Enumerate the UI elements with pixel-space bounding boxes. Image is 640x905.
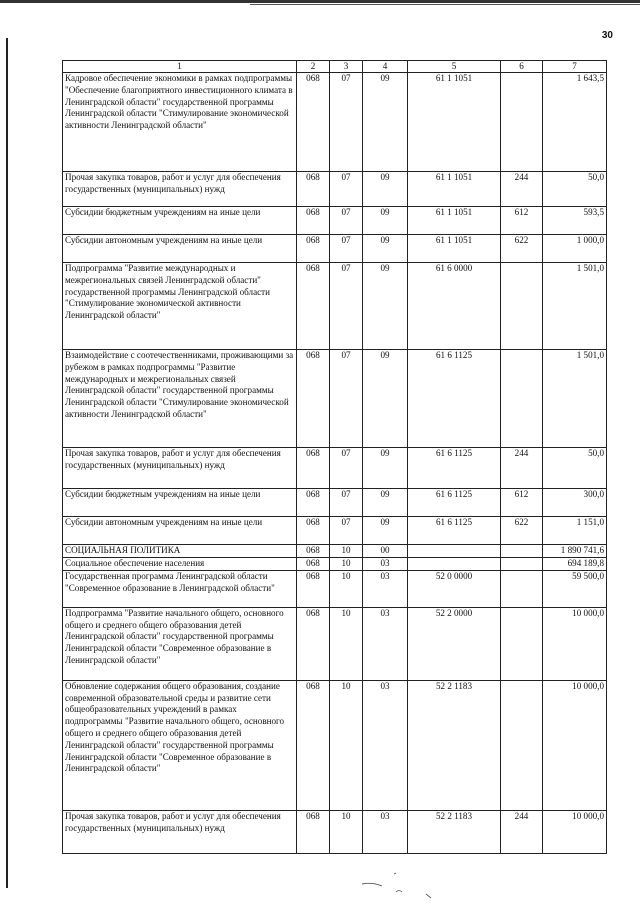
column-header: 4 <box>363 61 408 73</box>
handwritten-mark <box>360 870 450 900</box>
column-header: 7 <box>543 61 607 73</box>
section-code-cell: 07 <box>330 350 363 448</box>
ministry-code-cell: 068 <box>297 448 330 489</box>
column-header: 5 <box>408 61 501 73</box>
subsection-code-cell: 09 <box>363 207 408 235</box>
expense-type-cell <box>501 680 543 810</box>
expense-type-cell <box>501 545 543 558</box>
subsection-code-cell: 03 <box>363 680 408 810</box>
section-code-cell: 07 <box>330 263 363 350</box>
subsection-code-cell: 09 <box>363 172 408 207</box>
amount-cell: 1 890 741,6 <box>543 545 607 558</box>
left-scan-edge <box>6 38 8 888</box>
column-header: 6 <box>501 61 543 73</box>
amount-cell: 1 501,0 <box>543 350 607 448</box>
amount-cell: 1 643,5 <box>543 73 607 172</box>
column-header: 3 <box>330 61 363 73</box>
amount-cell: 10 000,0 <box>543 607 607 680</box>
amount-cell: 10 000,0 <box>543 810 607 853</box>
amount-cell: 1 151,0 <box>543 517 607 545</box>
amount-cell: 59 500,0 <box>543 570 607 607</box>
ministry-code-cell: 068 <box>297 570 330 607</box>
row-name-cell: Субсидии бюджетным учреждениям на иные цели <box>63 207 297 235</box>
ministry-code-cell: 068 <box>297 517 330 545</box>
row-name-cell: Социальное обеспечение населения <box>63 558 297 571</box>
table-row <box>63 207 607 235</box>
amount-cell: 593,5 <box>543 207 607 235</box>
row-name-cell: Прочая закупка товаров, работ и услуг для обеспечения государственных (муниципальных) нужд <box>63 810 297 853</box>
table-row <box>63 489 607 517</box>
subsection-code-cell: 09 <box>363 235 408 263</box>
target-article-cell: 52 0 0000 <box>408 570 501 607</box>
expense-type-cell <box>501 263 543 350</box>
row-name-cell: Субсидии автономным учреждениям на иные цели <box>63 235 297 263</box>
ministry-code-cell: 068 <box>297 607 330 680</box>
target-article-cell <box>408 545 501 558</box>
ministry-code-cell: 068 <box>297 172 330 207</box>
column-header: 2 <box>297 61 330 73</box>
page-number: 30 <box>601 30 613 41</box>
ministry-code-cell: 068 <box>297 558 330 571</box>
target-article-cell: 61 6 1125 <box>408 489 501 517</box>
table-row <box>63 235 607 263</box>
row-name-cell: Прочая закупка товаров, работ и услуг для обеспечения государственных (муниципальных) нужд <box>63 448 297 489</box>
top-border-line-thin <box>250 4 640 5</box>
table-row <box>63 570 607 607</box>
row-name-cell: Подпрограмма "Развитие начального общего, основного общего и среднего общего образования детей Ленинградской области" государственной программы Ленинградской области "Современное образование в Ленинградской области" <box>63 607 297 680</box>
subsection-code-cell: 00 <box>363 545 408 558</box>
subsection-code-cell: 09 <box>363 263 408 350</box>
ministry-code-cell: 068 <box>297 263 330 350</box>
target-article-cell: 52 2 0000 <box>408 607 501 680</box>
row-name-cell: Кадровое обеспечение экономики в рамках подпрограммы "Обеспечение благоприятного инвестиционного климата в Ленинградской области" государственной программы Ленинградской области "Стимулирование экономической активности Ленинградской области" <box>63 73 297 172</box>
target-article-cell: 61 1 1051 <box>408 73 501 172</box>
amount-cell: 694 189,8 <box>543 558 607 571</box>
section-code-cell: 07 <box>330 207 363 235</box>
section-code-cell: 07 <box>330 172 363 207</box>
target-article-cell: 61 1 1051 <box>408 235 501 263</box>
table-row <box>63 448 607 489</box>
subsection-code-cell: 03 <box>363 558 408 571</box>
row-name-cell: СОЦИАЛЬНАЯ ПОЛИТИКА <box>63 545 297 558</box>
row-name-cell: Взаимодействие с соотечественниками, проживающими за рубежом в рамках подпрограммы "Развитие международных и межрегиональных связей Ленинградской области" государственной программы Ленинградской области "Стимулирование экономической активности Ленинградской области" <box>63 350 297 448</box>
ministry-code-cell: 068 <box>297 810 330 853</box>
expense-type-cell <box>501 73 543 172</box>
expense-type-cell <box>501 558 543 571</box>
ministry-code-cell: 068 <box>297 350 330 448</box>
ministry-code-cell: 068 <box>297 545 330 558</box>
ministry-code-cell: 068 <box>297 235 330 263</box>
table-row <box>63 810 607 853</box>
expense-type-cell: 244 <box>501 810 543 853</box>
row-name-cell: Государственная программа Ленинградской области "Современное образование в Ленинградской области" <box>63 570 297 607</box>
section-code-cell: 10 <box>330 545 363 558</box>
subsection-code-cell: 03 <box>363 607 408 680</box>
section-code-cell: 10 <box>330 607 363 680</box>
subsection-code-cell: 09 <box>363 489 408 517</box>
amount-cell: 1 000,0 <box>543 235 607 263</box>
subsection-code-cell: 03 <box>363 570 408 607</box>
target-article-cell: 61 1 1051 <box>408 207 501 235</box>
ministry-code-cell: 068 <box>297 680 330 810</box>
table-row <box>63 607 607 680</box>
top-border-line <box>0 0 640 3</box>
expense-type-cell: 622 <box>501 517 543 545</box>
subsection-code-cell: 09 <box>363 73 408 172</box>
table-row <box>63 545 607 558</box>
budget-table <box>62 60 607 854</box>
subsection-code-cell: 09 <box>363 350 408 448</box>
amount-cell: 10 000,0 <box>543 680 607 810</box>
ministry-code-cell: 068 <box>297 489 330 517</box>
subsection-code-cell: 09 <box>363 448 408 489</box>
section-code-cell: 10 <box>330 810 363 853</box>
table-row <box>63 172 607 207</box>
expense-type-cell: 622 <box>501 235 543 263</box>
target-article-cell: 61 6 1125 <box>408 517 501 545</box>
section-code-cell: 07 <box>330 489 363 517</box>
amount-cell: 1 501,0 <box>543 263 607 350</box>
amount-cell: 50,0 <box>543 448 607 489</box>
subsection-code-cell: 09 <box>363 517 408 545</box>
amount-cell: 50,0 <box>543 172 607 207</box>
target-article-cell: 61 6 0000 <box>408 263 501 350</box>
ministry-code-cell: 068 <box>297 207 330 235</box>
table-row <box>63 350 607 448</box>
table-row <box>63 680 607 810</box>
expense-type-cell: 612 <box>501 489 543 517</box>
row-name-cell: Прочая закупка товаров, работ и услуг для обеспечения государственных (муниципальных) нужд <box>63 172 297 207</box>
target-article-cell: 61 6 1125 <box>408 350 501 448</box>
amount-cell: 300,0 <box>543 489 607 517</box>
expense-type-cell <box>501 607 543 680</box>
subsection-code-cell: 03 <box>363 810 408 853</box>
ministry-code-cell: 068 <box>297 73 330 172</box>
target-article-cell: 52 2 1183 <box>408 810 501 853</box>
section-code-cell: 07 <box>330 235 363 263</box>
table-header-row <box>63 61 607 73</box>
target-article-cell: 52 2 1183 <box>408 680 501 810</box>
row-name-cell: Обновление содержания общего образования, создание современной образовательной среды и развитие сети общеобразовательных учреждений в рамках подпрограммы "Развитие начального общего, основного общего и среднего общего образования детей Ленинградской области" государственной программы Ленинградской области "Современное образование в Ленинградской области" <box>63 680 297 810</box>
expense-type-cell <box>501 350 543 448</box>
expense-type-cell: 612 <box>501 207 543 235</box>
row-name-cell: Субсидии автономным учреждениям на иные цели <box>63 517 297 545</box>
table-row <box>63 73 607 172</box>
section-code-cell: 10 <box>330 680 363 810</box>
table-row <box>63 517 607 545</box>
expense-type-cell: 244 <box>501 448 543 489</box>
table-row <box>63 558 607 571</box>
target-article-cell: 61 6 1125 <box>408 448 501 489</box>
row-name-cell: Подпрограмма "Развитие международных и межрегиональных связей Ленинградской области" государственной программы Ленинградской области "Стимулирование экономической активности Ленинградской области" <box>63 263 297 350</box>
section-code-cell: 07 <box>330 448 363 489</box>
table-row <box>63 263 607 350</box>
section-code-cell: 07 <box>330 517 363 545</box>
target-article-cell: 61 1 1051 <box>408 172 501 207</box>
expense-type-cell <box>501 570 543 607</box>
section-code-cell: 10 <box>330 558 363 571</box>
target-article-cell <box>408 558 501 571</box>
expense-type-cell: 244 <box>501 172 543 207</box>
row-name-cell: Субсидии бюджетным учреждениям на иные цели <box>63 489 297 517</box>
section-code-cell: 07 <box>330 73 363 172</box>
column-header: 1 <box>63 61 297 73</box>
section-code-cell: 10 <box>330 570 363 607</box>
